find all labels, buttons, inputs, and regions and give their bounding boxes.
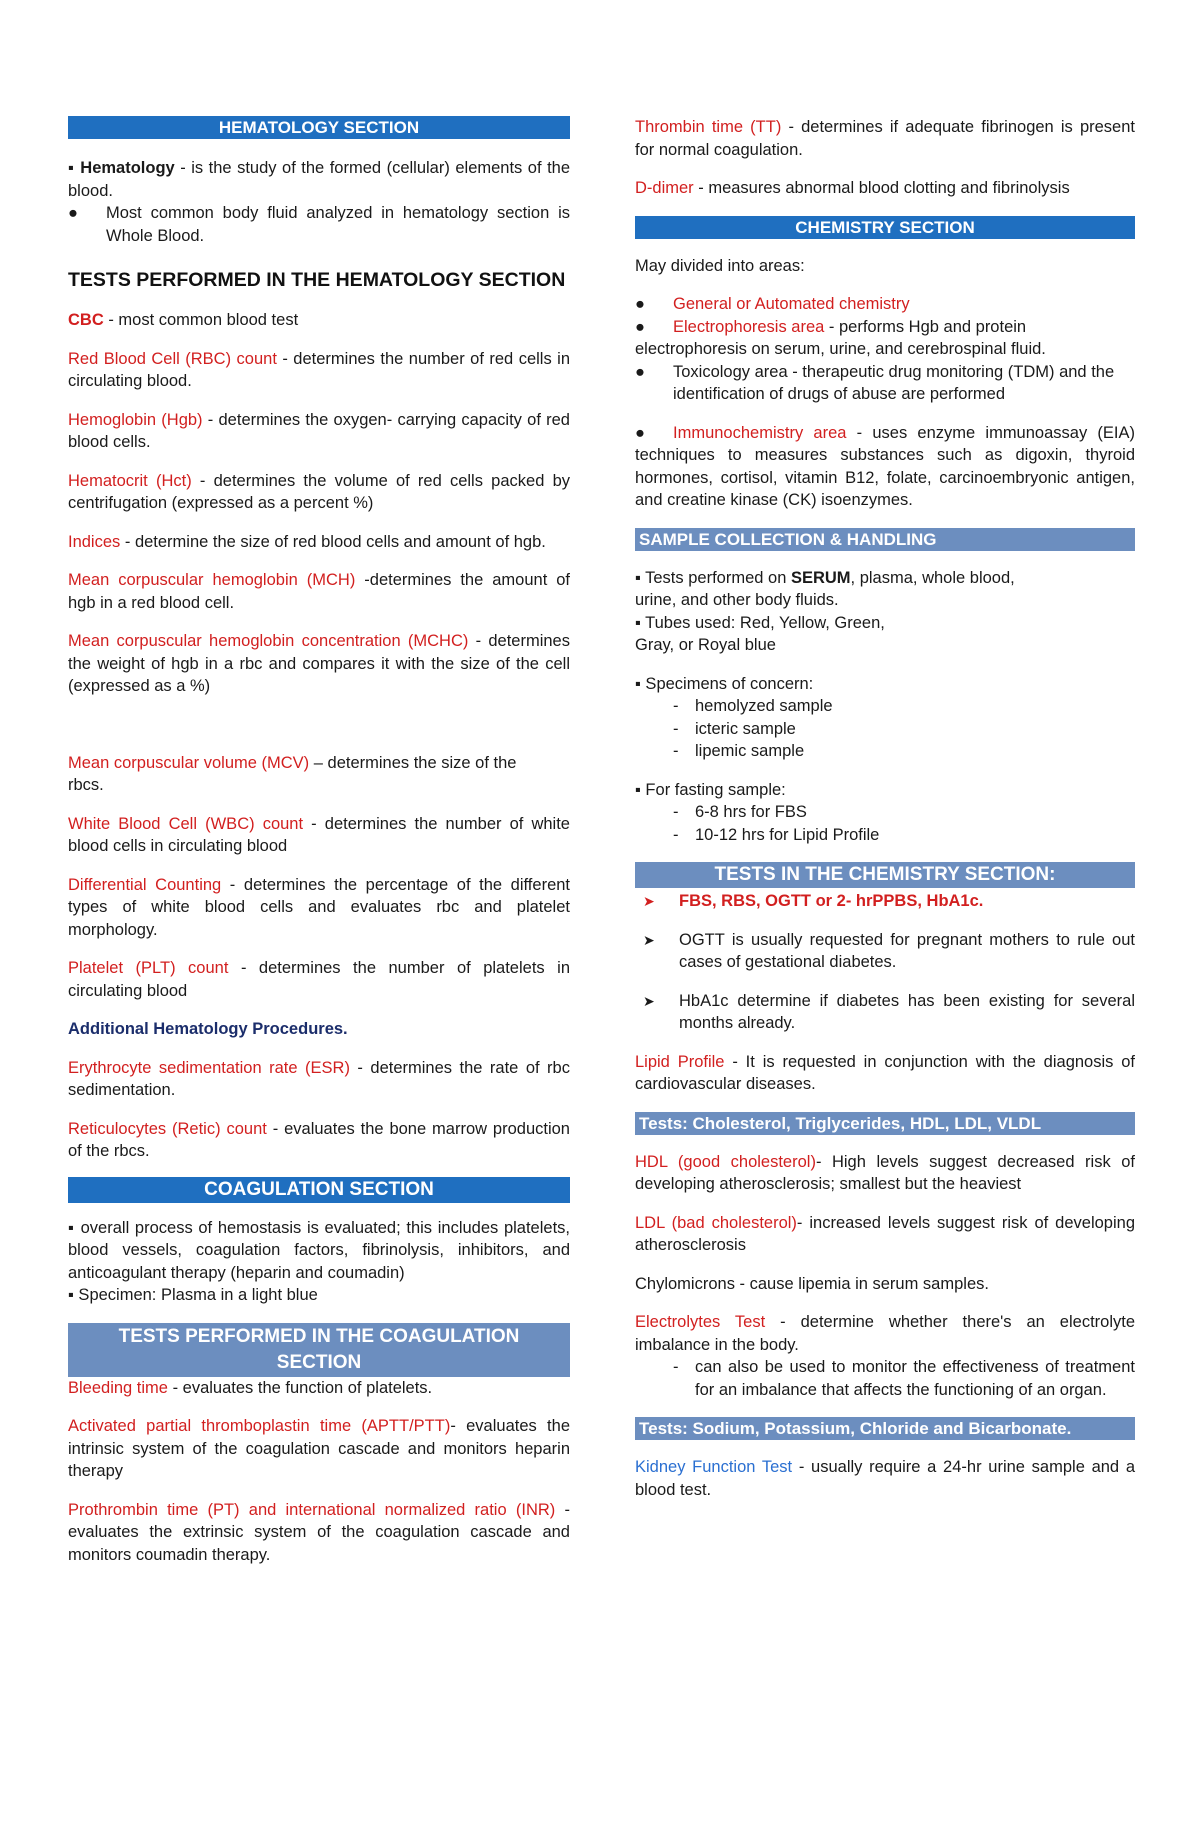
coagulation-overview: ▪ overall process of hemostasis is evaluated; this includes platelets, blood vessels, coagulation factors, fibrinolysis, inhibitors, and anticoagulant therapy (heparin and coumadin) [68, 1218, 570, 1282]
test-hgb: Hemoglobin (Hgb) - determines the oxygen- carrying capacity of red blood cells. [68, 410, 570, 451]
test-bleeding-time: Bleeding time - evaluates the function of platelets. [68, 1378, 433, 1397]
fasting-item: - 10-12 hrs for Lipid Profile [673, 825, 880, 844]
chylomicrons-info: Chylomicrons - cause lipemia in serum samples. [635, 1274, 989, 1293]
coagulation-specimen: ▪ Specimen: Plasma in a light blue [68, 1286, 318, 1304]
test-thrombin-time: Thrombin time (TT) - determines if adequate fibrinogen is present for normal coagulation. [635, 118, 1135, 159]
hematology-definition: - is the study of the formed (cellular) elements of the blood. [68, 159, 571, 200]
electrolytes-subnote: - can also be used to monitor the effectiveness of treatment for an imbalance that affects the functioning of an organ. [673, 1358, 1135, 1399]
test-esr: Erythrocyte sedimentation rate (ESR) - determines the rate of rbc sedimentation. [68, 1058, 570, 1099]
sample-header: SAMPLE COLLECTION & HANDLING [635, 528, 1135, 551]
test-aptt: Activated partial thromboplastin time (APTT/PTT)- evaluates the intrinsic system of the coagulation cascade and monitors heparin therapy [68, 1417, 570, 1480]
test-indices: Indices - determine the size of red blood cells and amount of hgb. [68, 532, 546, 551]
sample-tests-performed: ▪ Tests performed on SERUM, plasma, whole blood, urine, and other body fluids. [635, 568, 1015, 609]
hematology-bullet: ● Most common body fluid analyzed in hematology section is Whole Blood. [68, 204, 570, 245]
test-pt-inr: Prothrombin time (PT) and international normalized ratio (INR) - evaluates the extrinsic system of the coagulation cascade and monitors coumadin therapy. [68, 1500, 570, 1564]
area-electrophoresis: ● Electrophoresis area - performs Hgb and protein electrophoresis on serum, urine, and cerebrospinal fluid. [635, 317, 1046, 358]
sample-tubes: ▪ Tubes used: Red, Yellow, Green, Gray, or Royal blue [635, 613, 885, 654]
area-general: ● General or Automated chemistry [635, 295, 910, 313]
test-platelet: Platelet (PLT) count - determines the number of platelets in circulating blood [68, 959, 571, 1000]
hdl-info: HDL (good cholesterol)- High levels suggest decreased risk of developing atherosclerosis; smallest but the heaviest [635, 1152, 1135, 1193]
coagulation-header: COAGULATION SECTION [68, 1177, 570, 1203]
area-immunochemistry: ● Immunochemistry area - uses enzyme immunoassay (EIA) techniques to measures substances such as digoxin, thyroid hormones, cortisol, vitamin B12, folate, carcinoembryonic antigen, and creatine kinase (CK) isoenzymes. [635, 423, 1135, 509]
fasting-label: ▪ For fasting sample: [635, 780, 786, 799]
additional-procedures-heading: Additional Hematology Procedures. [68, 1020, 348, 1038]
test-mch: Mean corpuscular hemoglobin (MCH) -determines the amount of hgb in a red blood cell. [68, 571, 570, 612]
hematology-header: HEMATOLOGY SECTION [68, 116, 570, 139]
test-mchc: Mean corpuscular hemoglobin concentration (MCHC) - determines the weight of hgb in a rbc and compares it with the size of the cell (expressed as a %) [68, 632, 570, 695]
hematology-term: Hematology [80, 159, 175, 177]
coagulation-tests-header: TESTS PERFORMED IN THE COAGULATION SECTION [68, 1323, 570, 1377]
concern-item: - lipemic sample [673, 742, 805, 760]
concern-item: - hemolyzed sample [673, 697, 833, 715]
hematology-tests-heading: TESTS PERFORMED IN THE HEMATOLOGY SECTION [68, 269, 566, 291]
kidney-function-test: Kidney Function Test - usually require a 24-hr urine sample and a blood test. [635, 1458, 1135, 1499]
test-retic: Reticulocytes (Retic) count - evaluates the bone marrow production of the rbcs. [68, 1119, 570, 1160]
test-mcv: Mean corpuscular volume (MCV) – determines the size of the rbcs. [68, 753, 517, 794]
chem-tests-header: TESTS IN THE CHEMISTRY SECTION: [635, 862, 1135, 888]
test-rbc: Red Blood Cell (RBC) count - determines the number of red cells in circulating blood. [68, 349, 570, 390]
lipid-tests-bar: Tests: Cholesterol, Triglycerides, HDL, LDL, VLDL [635, 1112, 1135, 1135]
test-wbc: White Blood Cell (WBC) count - determines the number of white blood cells in circulating blood [68, 814, 570, 855]
specimens-concern-label: ▪ Specimens of concern: [635, 674, 814, 693]
concern-item: - icteric sample [673, 719, 796, 738]
hba1c-note: ➤ HbA1c determine if diabetes has been existing for several months already. [643, 991, 1135, 1032]
test-cbc: CBC - most common blood test [68, 311, 299, 329]
electrolytes-tests-bar: Tests: Sodium, Potassium, Chloride and Bicarbonate. [635, 1417, 1135, 1440]
test-differential: Differential Counting - determines the percentage of the different types of white blood cells and evaluates rbc and platelet morphology. [68, 875, 571, 939]
ogtt-note: ➤ OGTT is usually requested for pregnant mothers to rule out cases of gestational diabetes. [643, 930, 1135, 971]
chem-tests-list: ➤ FBS, RBS, OGTT or 2- hrPPBS, HbA1c. [643, 892, 984, 910]
test-d-dimer: D-dimer - measures abnormal blood clotting and fibrinolysis [635, 179, 1070, 197]
left-column [68, 116, 570, 1566]
right-column [635, 116, 1135, 1501]
fasting-item: - 6-8 hrs for FBS [673, 803, 807, 821]
chemistry-header: CHEMISTRY SECTION [635, 216, 1135, 239]
area-toxicology: ● Toxicology area - therapeutic drug monitoring (TDM) and the identification of drugs of abuse are performed [635, 362, 1115, 403]
lipid-profile: Lipid Profile - It is requested in conjunction with the diagnosis of cardiovascular diseases. [635, 1052, 1135, 1093]
electrolytes-test: Electrolytes Test - determine whether there's an electrolyte imbalance in the body. [635, 1313, 1136, 1354]
test-hct: Hematocrit (Hct) - determines the volume of red cells packed by centrifugation (expressed as a percent %) [68, 471, 570, 512]
chemistry-intro: May divided into areas: [635, 256, 805, 275]
hematology-intro: ▪ Hematology - is the study of the formed (cellular) elements of the blood. [68, 159, 571, 200]
ldl-info: LDL (bad cholesterol)- increased levels suggest risk of developing atherosclerosis [635, 1213, 1135, 1254]
